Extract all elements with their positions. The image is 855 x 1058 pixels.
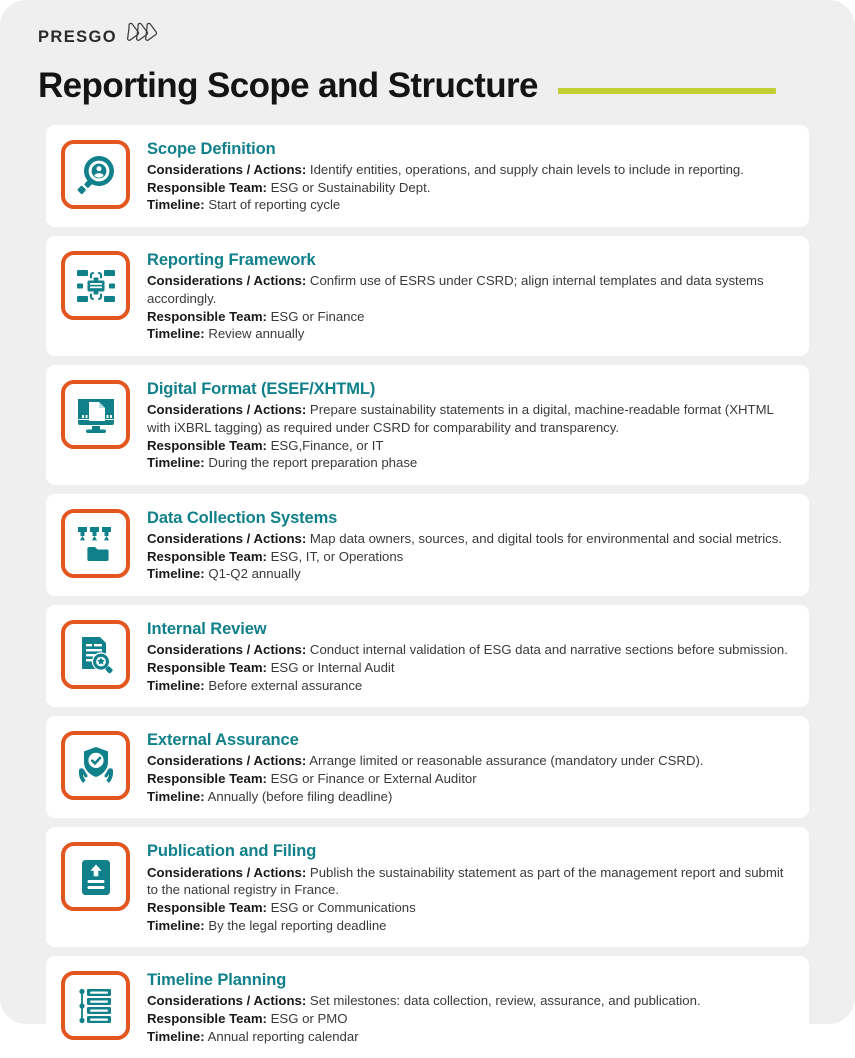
card-body bbox=[130, 618, 793, 694]
considerations-value: Publish the sustainability statement as part of the management report and submit to the national registry in France. bbox=[147, 864, 784, 898]
timeline-value: During the report preparation phase bbox=[208, 455, 418, 471]
list-item bbox=[46, 956, 809, 1058]
card-considerations bbox=[147, 864, 793, 899]
list-item bbox=[46, 605, 809, 707]
considerations-label: Considerations / Actions: bbox=[147, 273, 307, 289]
list-item bbox=[46, 365, 809, 485]
considerations-value: Map data owners, sources, and digital tools for environmental and social metrics. bbox=[309, 531, 782, 546]
card-responsible bbox=[147, 548, 793, 566]
icon-frame bbox=[61, 380, 130, 449]
responsible-value: ESG or PMO bbox=[270, 1011, 348, 1027]
card-considerations bbox=[147, 272, 793, 307]
considerations-label: Considerations / Actions: bbox=[147, 162, 307, 178]
title-row bbox=[38, 52, 855, 106]
considerations-label: Considerations / Actions: bbox=[147, 402, 307, 418]
card-timeline bbox=[147, 788, 793, 806]
gantt-timeline-icon bbox=[74, 984, 118, 1028]
card-body bbox=[130, 249, 793, 343]
responsible-value: ESG, IT, or Operations bbox=[270, 548, 404, 564]
considerations-label: Considerations / Actions: bbox=[147, 642, 307, 658]
responsible-label: Responsible Team: bbox=[147, 771, 267, 787]
timeline-value: Start of reporting cycle bbox=[208, 197, 341, 213]
icon-frame bbox=[61, 620, 130, 689]
timeline-value: Annual reporting calendar bbox=[207, 1028, 359, 1044]
considerations-value: Identify entities, operations, and supply chain levels to include in reporting. bbox=[309, 162, 744, 178]
icon-frame bbox=[61, 971, 130, 1040]
card-timeline bbox=[147, 677, 793, 695]
network-framework-icon bbox=[74, 264, 118, 308]
icon-frame bbox=[61, 251, 130, 320]
icon-frame bbox=[61, 731, 130, 800]
considerations-label: Considerations / Actions: bbox=[147, 531, 307, 546]
responsible-label: Responsible Team: bbox=[147, 899, 267, 915]
list-item bbox=[46, 125, 809, 227]
brand-logo bbox=[38, 22, 855, 52]
card-considerations bbox=[147, 530, 793, 548]
card-title: Scope Definition bbox=[147, 140, 276, 158]
list-item bbox=[46, 494, 809, 596]
card-timeline bbox=[147, 1028, 793, 1046]
card-responsible bbox=[147, 179, 793, 197]
timeline-label: Timeline: bbox=[147, 326, 205, 342]
card-body bbox=[130, 378, 793, 472]
timeline-value: Annually (before filing deadline) bbox=[207, 788, 393, 804]
responsible-label: Responsible Team: bbox=[147, 548, 267, 564]
card-responsible bbox=[147, 899, 793, 917]
card-timeline bbox=[147, 917, 793, 935]
card-title: Digital Format (ESEF/XHTML) bbox=[147, 380, 376, 399]
double-chevron-logo-mark-icon bbox=[126, 22, 160, 53]
card-responsible bbox=[147, 308, 793, 326]
list-item bbox=[46, 236, 809, 356]
timeline-label: Timeline: bbox=[147, 455, 205, 471]
monitor-document-icon bbox=[74, 393, 118, 437]
card-timeline bbox=[147, 196, 793, 214]
icon-frame bbox=[61, 140, 130, 209]
card-considerations bbox=[147, 641, 793, 659]
timeline-value: By the legal reporting deadline bbox=[208, 917, 387, 933]
card-responsible bbox=[147, 659, 793, 677]
brand-name: PRESGO bbox=[38, 27, 118, 46]
icon-frame bbox=[61, 509, 130, 578]
responsible-value: ESG or Communications bbox=[270, 899, 416, 915]
card-timeline bbox=[147, 454, 793, 472]
responsible-value: ESG or Finance or External Auditor bbox=[270, 771, 477, 787]
card-title: Data Collection Systems bbox=[147, 508, 338, 527]
responsible-value: ESG or Sustainability Dept. bbox=[270, 179, 431, 195]
page-title: Reporting Scope and Structure bbox=[38, 66, 538, 105]
considerations-value: Conduct internal validation of ESG data and narrative sections before submission. bbox=[309, 642, 788, 658]
considerations-value: Confirm use of ESRS under CSRD; align internal templates and data systems accordingly. bbox=[147, 273, 764, 306]
responsible-label: Responsible Team: bbox=[147, 1011, 267, 1027]
card-timeline bbox=[147, 325, 793, 343]
card-body bbox=[130, 840, 793, 934]
card-considerations bbox=[147, 992, 793, 1010]
document-review-magnifier-icon bbox=[74, 633, 118, 677]
timeline-value: Review annually bbox=[208, 326, 305, 342]
considerations-value: Prepare sustainability statements in a digital, machine-readable format (XHTML with iXBRL tagging) as required under CSRD for comparability and transparency. bbox=[147, 402, 774, 435]
card-responsible bbox=[147, 1010, 793, 1028]
responsible-label: Responsible Team: bbox=[147, 659, 267, 675]
magnifier-person-icon bbox=[74, 153, 118, 197]
card-body bbox=[130, 969, 793, 1045]
card-responsible bbox=[147, 770, 793, 788]
card-considerations bbox=[147, 401, 793, 436]
card-title: Reporting Framework bbox=[147, 251, 316, 270]
clipboard-upload-icon bbox=[74, 855, 118, 899]
responsible-label: Responsible Team: bbox=[147, 437, 267, 453]
card-timeline bbox=[147, 565, 793, 583]
timeline-label: Timeline: bbox=[147, 566, 205, 582]
considerations-label: Considerations / Actions: bbox=[147, 864, 307, 880]
card-body bbox=[130, 729, 793, 805]
considerations-label: Considerations / Actions: bbox=[147, 993, 307, 1009]
card-title: Internal Review bbox=[147, 620, 267, 639]
timeline-value: Before external assurance bbox=[208, 677, 363, 693]
timeline-label: Timeline: bbox=[147, 917, 205, 933]
card-body bbox=[130, 138, 793, 214]
responsible-label: Responsible Team: bbox=[147, 179, 267, 195]
timeline-label: Timeline: bbox=[147, 197, 205, 213]
title-accent-rule bbox=[558, 88, 776, 94]
card-title: Publication and Filing bbox=[147, 842, 317, 861]
icon-frame bbox=[61, 842, 130, 911]
card-title: External Assurance bbox=[147, 731, 299, 750]
considerations-value: Arrange limited or reasonable assurance (mandatory under CSRD). bbox=[309, 753, 704, 769]
timeline-value: Q1-Q2 annually bbox=[208, 566, 301, 582]
responsible-value: ESG or Internal Audit bbox=[270, 659, 395, 675]
shield-check-hands-icon bbox=[74, 744, 118, 788]
list-item bbox=[46, 827, 809, 947]
page-header bbox=[0, 0, 855, 106]
card-body bbox=[130, 507, 793, 583]
list-item bbox=[46, 716, 809, 818]
card-responsible bbox=[147, 437, 793, 455]
timeline-label: Timeline: bbox=[147, 677, 205, 693]
card-considerations bbox=[147, 752, 793, 770]
data-funnel-folder-icon bbox=[74, 521, 118, 565]
card-title: Timeline Planning bbox=[147, 971, 287, 990]
responsible-value: ESG,Finance, or IT bbox=[270, 437, 384, 453]
considerations-value: Set milestones: data collection, review, assurance, and publication. bbox=[309, 993, 701, 1009]
card-list bbox=[0, 125, 855, 1058]
card-considerations bbox=[147, 161, 793, 179]
responsible-value: ESG or Finance bbox=[270, 308, 365, 324]
timeline-label: Timeline: bbox=[147, 788, 205, 804]
responsible-label: Responsible Team: bbox=[147, 308, 267, 324]
considerations-label: Considerations / Actions: bbox=[147, 753, 307, 769]
timeline-label: Timeline: bbox=[147, 1028, 205, 1044]
